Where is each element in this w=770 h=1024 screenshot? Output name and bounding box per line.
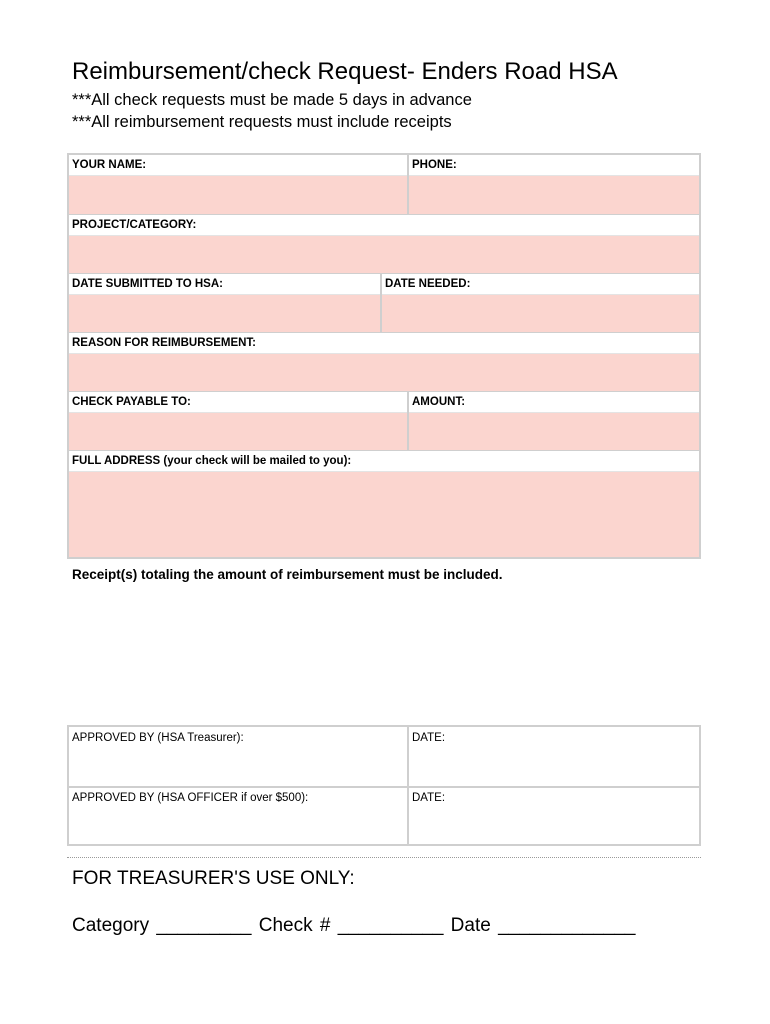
amount-cell	[409, 392, 699, 450]
address-label: FULL ADDRESS (your check will be mailed to you):	[69, 451, 699, 472]
reason-cell	[69, 333, 699, 391]
your-name-field[interactable]	[69, 176, 407, 214]
form-title: Reimbursement/check Request- Enders Road HSA	[72, 58, 618, 85]
address-field[interactable]	[69, 472, 699, 557]
receipt-requirement: Receipt(s) totaling the amount of reimbursement must be included.	[72, 567, 503, 582]
project-label: PROJECT/CATEGORY:	[69, 215, 699, 236]
treasurer-approval-cell[interactable]	[69, 727, 409, 786]
row-name-phone	[69, 155, 699, 216]
date-needed-label: DATE NEEDED:	[382, 274, 699, 295]
officer-date-label: DATE:	[412, 792, 446, 804]
treasurer-date-cell[interactable]	[409, 727, 699, 786]
approval-row-treasurer	[69, 727, 699, 788]
row-address	[69, 451, 699, 557]
date-submitted-field[interactable]	[69, 295, 380, 332]
reason-label: REASON FOR REIMBURSEMENT:	[69, 333, 699, 354]
request-form	[67, 153, 701, 559]
receipts-note: ***All reimbursement requests must include receipts	[72, 113, 452, 131]
approval-row-officer	[69, 787, 699, 846]
address-cell	[69, 451, 699, 557]
treasurer-date-label: DATE:	[412, 732, 446, 744]
row-dates	[69, 274, 699, 334]
officer-approval-label: APPROVED BY (HSA OFFICER if over $500):	[72, 792, 309, 804]
your-name-cell	[69, 155, 409, 214]
reason-field[interactable]	[69, 354, 699, 391]
date-submitted-label: DATE SUBMITTED TO HSA:	[69, 274, 380, 295]
payable-label: CHECK PAYABLE TO:	[69, 392, 407, 413]
approval-table	[67, 725, 701, 846]
date-needed-field[interactable]	[382, 295, 699, 332]
row-payable-amount	[69, 392, 699, 452]
officer-approval-cell[interactable]	[69, 787, 409, 846]
project-cell	[69, 215, 699, 273]
treasurer-heading: FOR TREASURER'S USE ONLY:	[72, 868, 355, 889]
treasurer-fields-line: Category _________ Check # __________ Date _____________	[72, 915, 636, 936]
advance-note: ***All check requests must be made 5 days in advance	[72, 91, 472, 109]
phone-field[interactable]	[409, 176, 699, 214]
row-project	[69, 215, 699, 275]
amount-label: AMOUNT:	[409, 392, 699, 413]
payable-field[interactable]	[69, 413, 407, 450]
amount-field[interactable]	[409, 413, 699, 450]
date-submitted-cell	[69, 274, 382, 332]
project-field[interactable]	[69, 236, 699, 273]
phone-label: PHONE:	[409, 155, 699, 176]
date-needed-cell	[382, 274, 699, 332]
officer-date-cell[interactable]	[409, 787, 699, 846]
your-name-label: YOUR NAME:	[69, 155, 407, 176]
dotted-divider	[67, 857, 701, 858]
treasurer-approval-label: APPROVED BY (HSA Treasurer):	[72, 732, 244, 744]
phone-cell	[409, 155, 699, 214]
row-reason	[69, 333, 699, 393]
payable-cell	[69, 392, 409, 450]
